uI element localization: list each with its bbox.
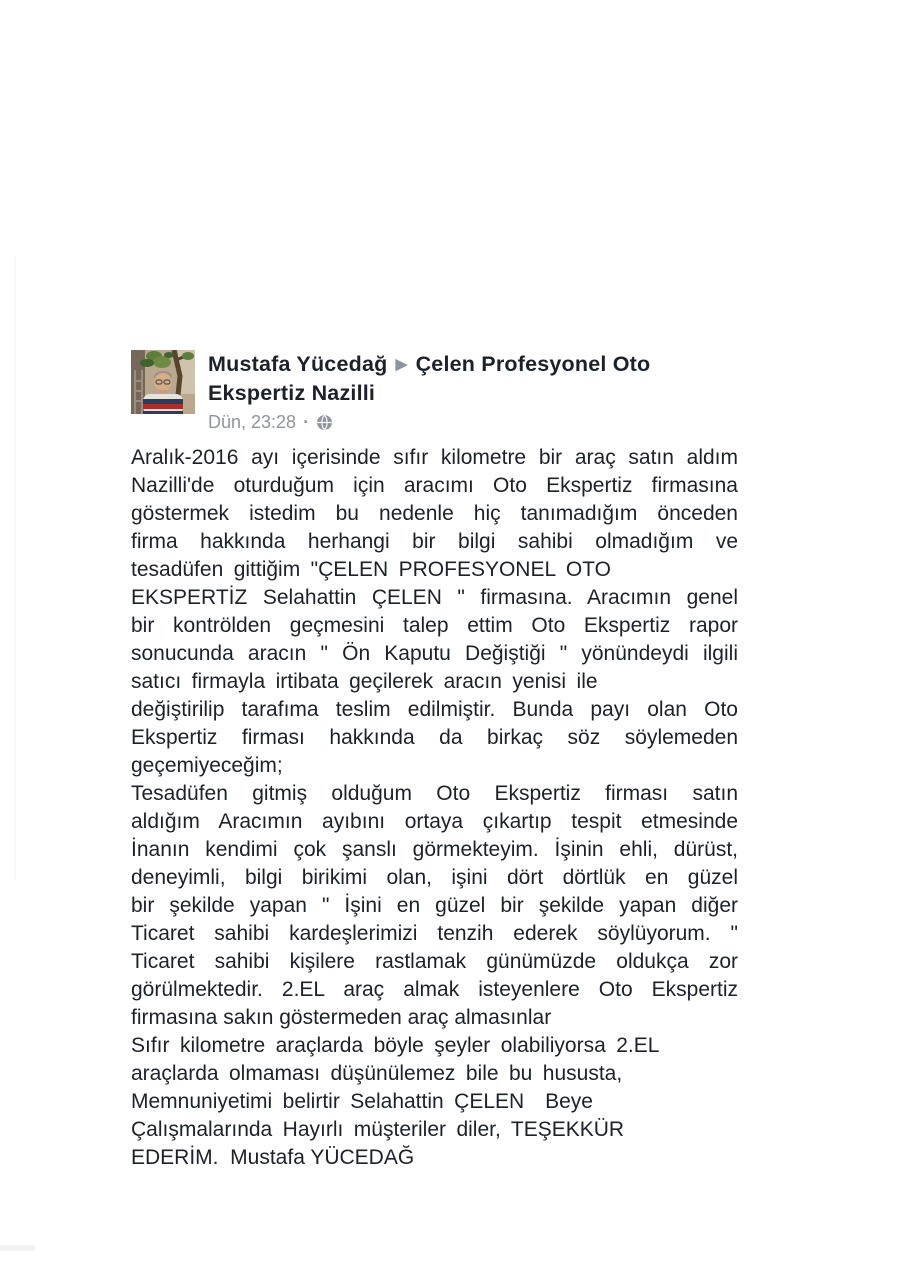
post-header	[208, 350, 738, 433]
post-text-line: İnanın kendimi çok şanslı görmekteyim. İşinin ehli, dürüst,	[131, 838, 738, 861]
privacy-globe-icon	[316, 414, 333, 431]
post-text-line: deneyimli, bilgi birikimi olan, işini dört dörtlük en güzel	[131, 866, 738, 889]
post-text-line: araçlarda olmaması düşünülemez bile bu hususta,	[131, 1062, 623, 1085]
post-text-line: Sıfır kilometre araçlarda böyle şeyler olabiliyorsa 2.EL	[131, 1034, 660, 1057]
post-text-line: Memnuniyetimi belirtir Selahattin ÇELEN Beye	[131, 1090, 593, 1113]
post-text-line: Ekspertiz firması hakkında da birkaç söz söylemeden	[131, 726, 738, 749]
post-text-line: Ticaret sahibi kişilere rastlamak günümüzde oldukça zor	[131, 950, 738, 973]
post-text	[131, 444, 738, 1172]
post-text-line: firma hakkında herhangi bir bilgi sahibi olmadığım ve	[131, 530, 738, 553]
meta-separator: ·	[303, 412, 310, 432]
facebook-post	[131, 350, 738, 1172]
avatar-photo-icon	[131, 350, 195, 414]
scan-artifact-dash	[0, 1245, 34, 1251]
post-text-line: tesadüfen gittiğim "ÇELEN PROFESYONEL OTO	[131, 558, 611, 581]
post-text-line: Tesadüfen gitmiş olduğum Oto Ekspertiz firması satın	[131, 782, 738, 805]
post-text-line: görülmektedir. 2.EL araç almak isteyenlere Oto Ekspertiz	[131, 978, 738, 1001]
post-text-line: Ticaret sahibi kardeşlerimizi tenzih ederek söylüyorum. "	[131, 922, 738, 945]
post-meta	[208, 412, 738, 433]
avatar[interactable]	[131, 350, 195, 414]
post-text-line: firmasına sakın göstermeden araç almasınlar	[131, 1006, 552, 1029]
scan-artifact-line	[15, 255, 16, 880]
post-text-line: EKSPERTİZ Selahattin ÇELEN " firmasına. Aracımın genel	[131, 586, 738, 609]
post-text-line: göstermek istedim bu nedenle hiç tanımadığım önceden	[131, 502, 738, 525]
post-text-line: geçemiyeceğim;	[131, 754, 283, 777]
timestamp-link[interactable]: Dün, 23:28	[208, 412, 297, 432]
author-link[interactable]: Mustafa Yücedağ	[208, 352, 388, 376]
post-text-line: Aralık-2016 ayı içerisinde sıfır kilometre bir araç satın aldım	[131, 446, 738, 469]
post-text-line: bir şekilde yapan " İşini en güzel bir şekilde yapan diğer	[131, 894, 738, 917]
post-text-line: Çalışmalarında Hayırlı müşteriler diler, TEŞEKKÜR	[131, 1118, 625, 1141]
target-page-link[interactable]: Çelen Profesyonel Oto Ekspertiz Nazilli	[208, 352, 651, 405]
post-text-line: bir kontrölden geçmesini talep ettim Oto Ekspertiz rapor	[131, 614, 738, 637]
post-text-line: sonucunda aracın " Ön Kaputu Değiştiği " yönündeydi ilgili	[131, 642, 738, 665]
post-text-line: Nazilli'de oturduğum için aracımı Oto Ekspertiz firmasına	[131, 474, 738, 497]
post-text-line: aldığım Aracımın ayıbını ortaya çıkartıp tespit etmesinde	[131, 810, 738, 833]
shared-to-arrow-icon: ▶	[395, 356, 408, 373]
post-text-line: satıcı firmayla irtibata geçilerek aracın yenisi ile	[131, 670, 598, 693]
post-text-line: değiştirilip tarafıma teslim edilmiştir. Bunda payı olan Oto	[131, 698, 738, 721]
post-text-line: EDERİM. Mustafa YÜCEDAĞ	[131, 1146, 415, 1169]
post-title	[208, 350, 708, 407]
